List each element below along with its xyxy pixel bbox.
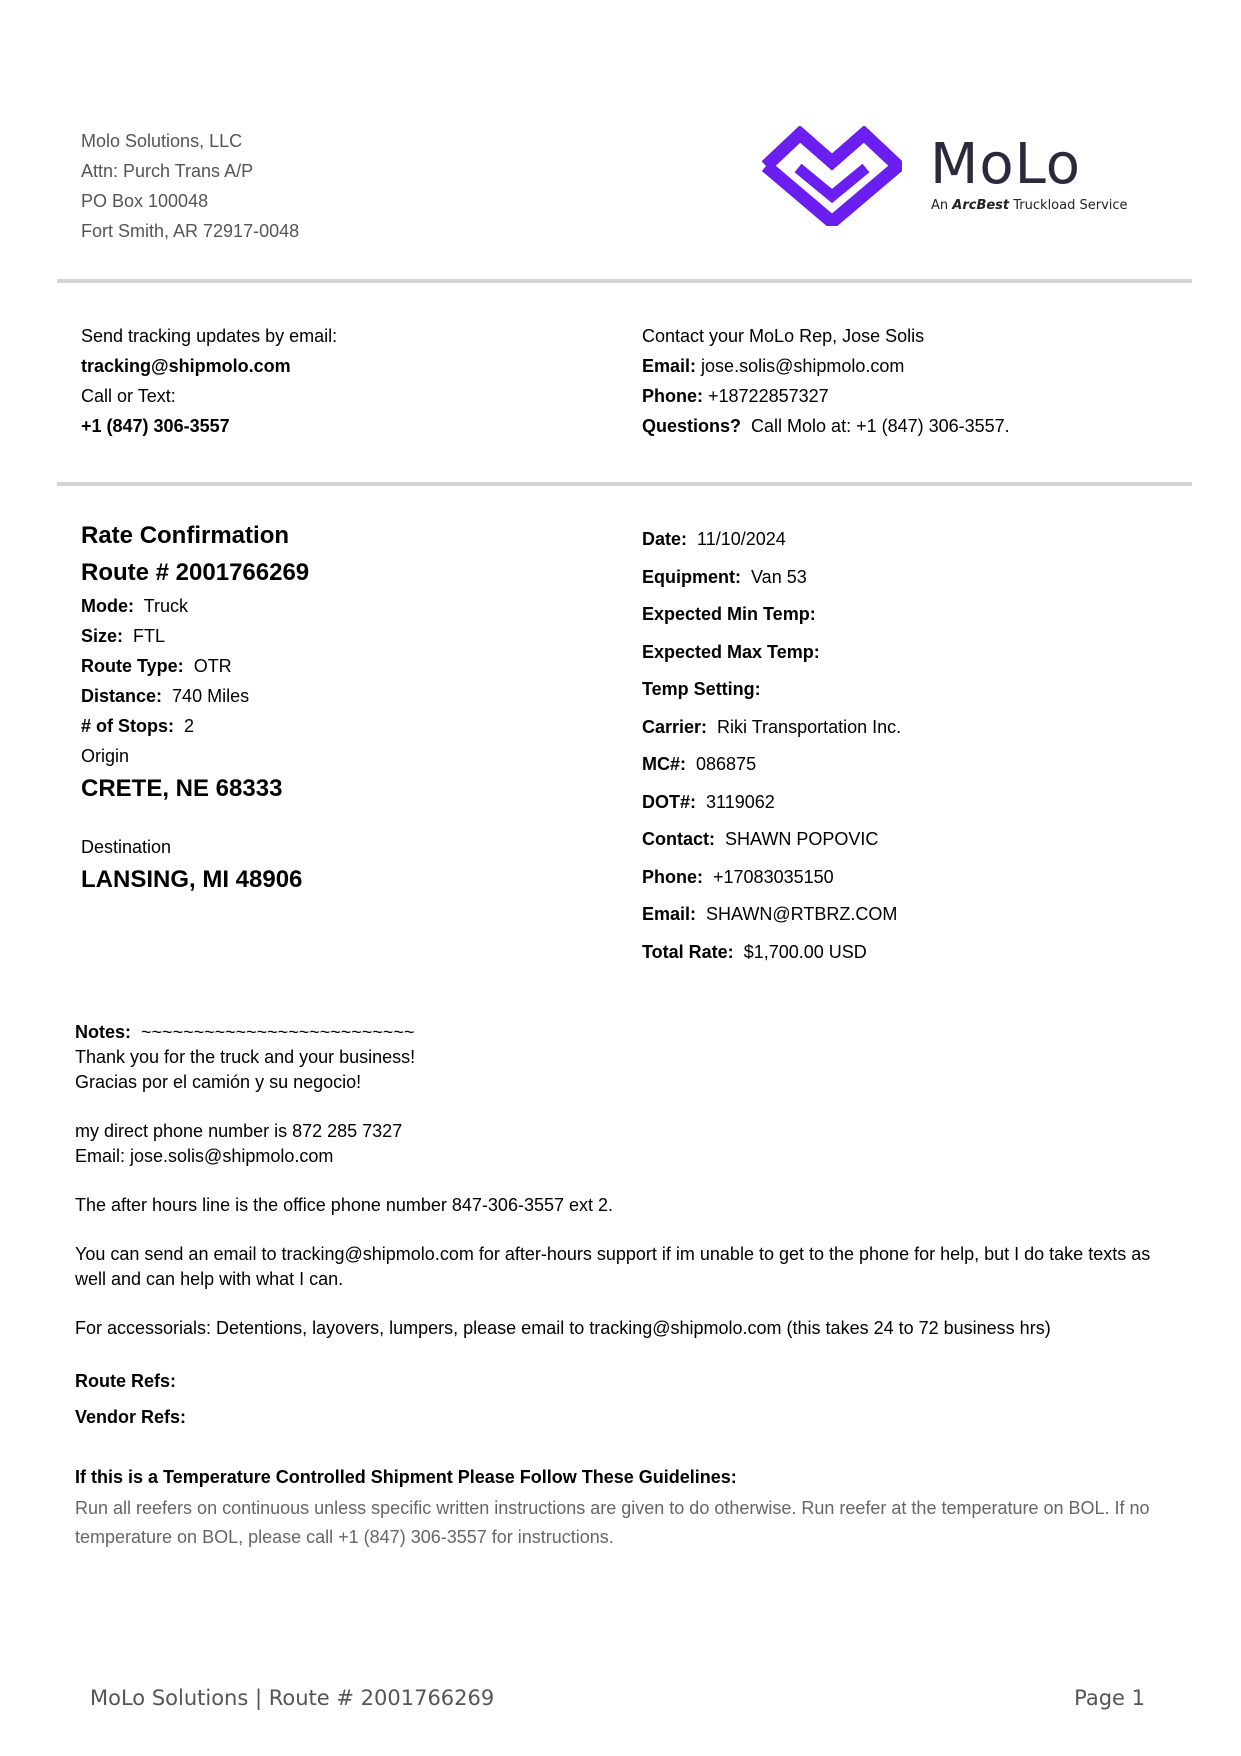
field-label: Route Type:	[81, 656, 184, 676]
detail-row	[642, 521, 901, 559]
tracking-email: tracking@shipmolo.com	[81, 356, 291, 376]
note-line: You can send an email to tracking@shipmolo.com for after-hours support if im unable to get to the phone for help, but I do take texts as well and can help with what I can.	[75, 1244, 1151, 1289]
detail-row	[642, 671, 901, 709]
field-label: Size:	[81, 626, 124, 646]
detail-value: $1,700.00 USD	[743, 941, 867, 962]
detail-row	[642, 896, 901, 934]
tagline-prefix: An	[931, 198, 949, 213]
field-label: Distance:	[81, 686, 163, 706]
detail-label: Phone:	[642, 866, 703, 887]
logo-wordmark: MoLo	[930, 132, 1082, 197]
detail-value: 086875	[696, 754, 757, 774]
field-row	[81, 621, 309, 651]
field-row	[81, 591, 309, 621]
field-value: Truck	[143, 596, 189, 616]
detail-label: Expected Min Temp:	[642, 604, 816, 624]
rep-phone: +18722857327	[708, 386, 829, 406]
footer-left: MoLo Solutions | Route # 2001766269	[90, 1686, 495, 1710]
detail-value: 11/10/2024	[697, 529, 786, 549]
detail-label: Carrier:	[642, 716, 708, 737]
detail-value: SHAWN POPOVIC	[725, 829, 879, 849]
detail-label: DOT#:	[642, 791, 696, 812]
route-number: Route # 2001766269	[81, 559, 310, 586]
detail-row	[642, 821, 901, 859]
rep-questions-row	[642, 411, 1010, 441]
detail-row	[642, 746, 901, 784]
logo-tagline	[931, 198, 1128, 213]
rep-email-label: Email:	[642, 356, 697, 376]
detail-value: +17083035150	[713, 866, 834, 887]
rep-contact	[642, 321, 1010, 441]
destination-city: LANSING, MI 48906	[81, 866, 303, 893]
note-line: Gracias por el camión y su negocio!	[75, 1072, 362, 1092]
detail-row	[642, 634, 901, 672]
rate-confirmation	[81, 517, 309, 898]
address-line: Molo Solutions, LLC	[81, 131, 243, 151]
refs	[75, 1363, 186, 1435]
molo-heart-icon	[762, 126, 902, 226]
field-label: # of Stops:	[81, 716, 174, 736]
tracking-info	[81, 321, 337, 441]
field-row	[81, 681, 309, 711]
page-number: Page 1	[1074, 1686, 1145, 1710]
rep-heading: Contact your MoLo Rep, Jose Solis	[642, 326, 925, 346]
notes-header	[75, 1020, 1185, 1045]
document-title: Rate Confirmation	[81, 522, 290, 549]
detail-label: Email:	[642, 904, 697, 924]
rep-phone-row	[642, 381, 1010, 411]
detail-label: Expected Max Temp:	[642, 641, 820, 662]
field-value: 2	[184, 716, 195, 736]
tagline-suffix: Truckload Service	[1013, 198, 1128, 213]
detail-row	[642, 559, 901, 597]
detail-value: Van 53	[751, 566, 807, 587]
detail-row	[642, 784, 901, 822]
detail-value: 3119062	[706, 791, 775, 812]
note-line: my direct phone number is 872 285 7327	[75, 1121, 403, 1141]
field-value: OTR	[193, 656, 232, 676]
questions-text: Call Molo at: +1 (847) 306-3557.	[751, 416, 1010, 436]
detail-label: MC#:	[642, 754, 686, 774]
destination-label: Destination	[81, 837, 172, 857]
field-row	[81, 651, 309, 681]
divider	[57, 279, 1192, 283]
note-line: Email: jose.solis@shipmolo.com	[75, 1146, 334, 1166]
rep-email-row	[642, 351, 1010, 381]
notes-section	[75, 1020, 1185, 1341]
notes-label: Notes:	[75, 1022, 132, 1042]
detail-label: Date:	[642, 529, 688, 549]
detail-label: Temp Setting:	[642, 679, 761, 699]
address-line: Attn: Purch Trans A/P	[81, 161, 254, 181]
address-line: Fort Smith, AR 72917-0048	[81, 221, 300, 241]
detail-row	[642, 596, 901, 634]
questions-label: Questions?	[642, 416, 742, 436]
field-row	[81, 711, 309, 741]
detail-label: Total Rate:	[642, 941, 734, 962]
field-value: FTL	[133, 626, 166, 646]
tracking-phone: +1 (847) 306-3557	[81, 416, 230, 436]
detail-value: SHAWN@RTBRZ.COM	[706, 904, 898, 924]
rep-phone-label: Phone:	[642, 386, 703, 406]
note-line: The after hours line is the office phone number 847-306-3557 ext 2.	[75, 1195, 614, 1215]
route-refs-label: Route Refs:	[75, 1371, 177, 1391]
tracking-line: Send tracking updates by email:	[81, 326, 338, 346]
tagline-brand: ArcBest	[952, 198, 1010, 213]
molo-logo	[770, 130, 1150, 230]
detail-row	[642, 934, 901, 972]
load-details	[642, 521, 901, 971]
divider	[57, 482, 1192, 486]
note-line: Thank you for the truck and your business!	[75, 1047, 416, 1067]
field-label: Mode:	[81, 596, 134, 616]
detail-row	[642, 859, 901, 897]
rep-email: jose.solis@shipmolo.com	[701, 356, 905, 376]
vendor-refs-label: Vendor Refs:	[75, 1407, 187, 1427]
address-line: PO Box 100048	[81, 191, 209, 211]
notes-divider: ~~~~~~~~~~~~~~~~~~~~~~~~~~	[141, 1022, 415, 1042]
note-line: For accessorials: Detentions, layovers, lumpers, please email to tracking@shipmolo.com (this takes 24 to 72 business hrs)	[75, 1318, 1051, 1338]
detail-label: Contact:	[642, 829, 715, 849]
origin-label: Origin	[81, 746, 130, 766]
guidelines-text: Run all reefers on continuous unless specific written instructions are given to do otherwise. Run reefer at the temperature on BOL. If no temperature on BOL, please call +1 (847) 306-3557 for instructions.	[75, 1498, 1150, 1547]
detail-value: Riki Transportation Inc.	[717, 716, 902, 737]
origin-city: CRETE, NE 68333	[81, 775, 283, 802]
call-text-label: Call or Text:	[81, 386, 176, 406]
billing-address	[81, 126, 299, 246]
field-value: 740 Miles	[172, 686, 250, 706]
guidelines-heading: If this is a Temperature Controlled Shipment Please Follow These Guidelines:	[75, 1467, 737, 1487]
detail-label: Equipment:	[642, 566, 741, 587]
detail-row	[642, 709, 901, 747]
